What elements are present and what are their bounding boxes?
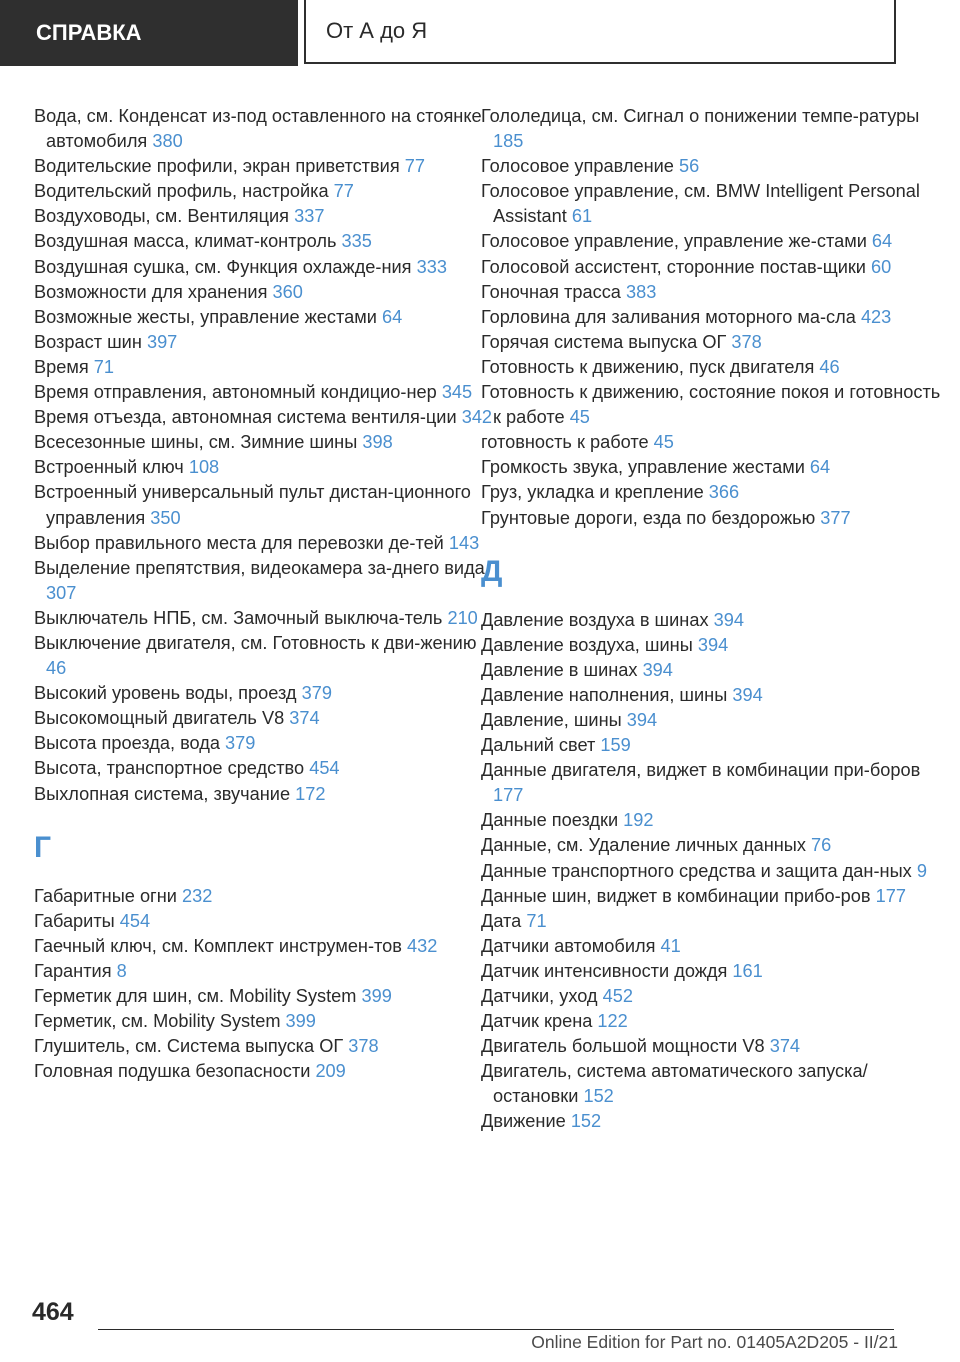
entry-term: Голосовое управление, управление же-стами: [481, 231, 867, 252]
entry-term: Воздушная сушка, см. Функция охлажде-ния: [34, 256, 412, 277]
page-link[interactable]: 41: [660, 935, 681, 956]
index-entry: [34, 531, 494, 556]
index-entry: [34, 380, 494, 405]
page-link[interactable]: 64: [382, 306, 403, 327]
page-link[interactable]: 366: [708, 482, 740, 503]
page-link[interactable]: 185: [493, 131, 524, 152]
index-entry: [481, 355, 941, 380]
entry-term: Герметик для шин, см. Mobility System: [34, 986, 357, 1006]
index-entry: [481, 280, 941, 305]
index-entry: [481, 104, 941, 154]
entry-term: Головная подушка безопасности: [34, 1061, 311, 1082]
page-link[interactable]: 383: [625, 281, 657, 302]
page-link[interactable]: 76: [811, 835, 832, 856]
entry-term: Гаечный ключ, см. Комплект инструмен-тов: [34, 935, 402, 956]
index-entry: [481, 833, 941, 858]
page-link[interactable]: 378: [348, 1036, 379, 1057]
index-entry: [34, 480, 494, 530]
entry-term: Датчик интенсивности дождя: [481, 960, 728, 981]
entry-term: Давление воздуха, шины: [481, 634, 693, 655]
entry-term: Выхлопная система, звучание: [34, 783, 291, 804]
entry-term: Выключатель НПБ, см. Замочный выключа-тель: [34, 607, 443, 628]
index-entry: [481, 480, 941, 505]
page-link[interactable]: 454: [119, 910, 151, 931]
page-link[interactable]: 108: [188, 457, 220, 478]
index-entry: [34, 1059, 494, 1084]
page-link[interactable]: 423: [860, 306, 892, 327]
entry-term: Горячая система выпуска ОГ: [481, 331, 727, 352]
entry-term: Высокий уровень воды, проезд: [34, 683, 297, 704]
index-entry: [34, 731, 494, 756]
index-entry: [34, 782, 494, 807]
page-link[interactable]: 77: [404, 156, 425, 177]
index-entry: [481, 884, 941, 909]
section-letter: Г: [34, 830, 52, 864]
section-letter: Д: [481, 554, 503, 588]
entry-term: Данные, см. Удаление личных данных: [481, 835, 806, 856]
page-link[interactable]: 399: [285, 1011, 316, 1032]
page-link[interactable]: 360: [272, 281, 303, 302]
page-link[interactable]: 397: [146, 331, 178, 352]
entry-term: Датчики, уход: [481, 986, 598, 1006]
index-column-right: [481, 104, 941, 1135]
index-entry: [481, 708, 941, 733]
topic-tab: От А до Я: [304, 0, 896, 64]
entry-term: Высота, транспортное средство: [34, 758, 305, 779]
index-entry: [481, 1009, 941, 1034]
page-link[interactable]: 209: [315, 1061, 346, 1082]
index-entry: [481, 909, 941, 934]
index-entry: [34, 756, 494, 781]
entry-term: Высокомощный двигатель V8: [34, 708, 285, 729]
entry-term: Воздушная масса, климат-контроль: [34, 231, 337, 252]
page-link[interactable]: 159: [600, 735, 631, 756]
page-link[interactable]: 61: [571, 206, 593, 227]
entry-term: Возможности для хранения: [34, 281, 268, 302]
entry-term: Двигатель большой мощности V8: [481, 1036, 765, 1057]
page-link[interactable]: 337: [294, 206, 325, 227]
index-entry: [34, 204, 494, 229]
entry-term: Встроенный универсальный пульт дистан-ционного управления: [34, 482, 471, 528]
page-link[interactable]: 177: [875, 885, 906, 906]
entry-term: Данные поездки: [481, 810, 619, 831]
page-link[interactable]: 454: [309, 758, 340, 779]
index-entry: [34, 909, 494, 934]
page-link[interactable]: 350: [150, 507, 181, 528]
entry-term: Данные шин, виджет в комбинации прибо-ров: [481, 885, 871, 906]
page-link[interactable]: 398: [362, 432, 393, 453]
page-number: 464: [32, 1298, 74, 1326]
index-entry: [481, 633, 941, 658]
entry-term: Голосовой ассистент, сторонние постав-щики: [481, 256, 866, 277]
page-link[interactable]: 374: [769, 1036, 801, 1057]
page-link[interactable]: 380: [152, 131, 183, 152]
page-link[interactable]: 307: [46, 582, 77, 603]
index-entry: [34, 405, 494, 430]
index-entry: [34, 959, 494, 984]
entry-term: Всесезонные шины, см. Зимние шины: [34, 432, 358, 453]
index-entry: [481, 430, 941, 455]
index-entry: [34, 179, 494, 204]
index-entry: [34, 1009, 494, 1034]
entry-term: Выключение двигателя, см. Готовность к дви-жению: [34, 632, 477, 653]
entry-term: Гоночная трасса: [481, 281, 621, 302]
entry-term: Давление в шинах: [481, 659, 638, 680]
entry-term: Вода, см. Конденсат из-под оставленного на стоянке автомобиля: [34, 106, 482, 152]
page-link[interactable]: 77: [333, 181, 354, 202]
entry-term: Готовность к движению, пуск двигателя: [481, 356, 815, 377]
entry-term: Водительские профили, экран приветствия: [34, 156, 400, 177]
page-link[interactable]: 177: [493, 785, 524, 806]
index-entry: [34, 631, 494, 681]
page-link[interactable]: 379: [225, 733, 256, 754]
entry-term: Давление воздуха в шинах: [481, 609, 709, 630]
entry-term: Двигатель, система автоматического запуска/остановки: [481, 1061, 868, 1107]
page-link[interactable]: 335: [341, 231, 372, 252]
entry-term: Время отправления, автономный кондицио-нер: [34, 382, 437, 403]
index-entry: [34, 681, 494, 706]
page-link[interactable]: 394: [713, 609, 744, 630]
index-entry: [34, 104, 494, 154]
index-entry: [34, 1034, 494, 1059]
page-link[interactable]: 432: [407, 935, 438, 956]
entry-term: Давление, шины: [481, 709, 622, 730]
index-entry: [481, 1034, 941, 1059]
entry-term: Громкость звука, управление жестами: [481, 457, 805, 478]
index-entry: [481, 683, 941, 708]
page-link[interactable]: 379: [301, 683, 332, 704]
page-link[interactable]: 152: [583, 1086, 614, 1107]
page-link[interactable]: 394: [642, 659, 673, 680]
entry-term: Гарантия: [34, 960, 112, 981]
page-link[interactable]: 46: [819, 356, 840, 377]
page-link[interactable]: 394: [626, 709, 658, 730]
index-entry: [34, 280, 494, 305]
index-entry: [34, 556, 494, 606]
index-entry: [34, 255, 494, 280]
entry-term: Дальний свет: [481, 735, 596, 756]
entry-term: Голосовое управление: [481, 156, 674, 177]
page-link[interactable]: 46: [46, 658, 67, 679]
page-link[interactable]: 377: [820, 507, 851, 528]
entry-term: Данные двигателя, виджет в комбинации при-боров: [481, 760, 921, 781]
index-entry: [481, 934, 941, 959]
entry-term: Время отъезда, автономная система вентиля-ции: [34, 407, 457, 428]
entry-term: Выбор правильного места для перевозки де-тей: [34, 532, 444, 553]
page-link[interactable]: 71: [93, 356, 115, 377]
page-link[interactable]: 152: [570, 1111, 602, 1132]
index-entry: [34, 430, 494, 455]
entry-term: Возраст шин: [34, 331, 142, 352]
page-link[interactable]: 394: [732, 684, 763, 705]
page-link[interactable]: 122: [597, 1011, 628, 1032]
entry-term: Дата: [481, 910, 522, 931]
index-entry: [34, 305, 494, 330]
index-entry: [481, 380, 941, 430]
page-link[interactable]: 64: [871, 231, 893, 252]
entry-term: Высота проезда, вода: [34, 733, 220, 754]
index-entry: [481, 330, 941, 355]
index-entry: [481, 959, 941, 984]
index-entry: [34, 355, 494, 380]
index-entry: [34, 229, 494, 254]
page-link[interactable]: 8: [116, 960, 127, 981]
page-link[interactable]: 45: [653, 432, 674, 453]
page-link[interactable]: 378: [731, 331, 762, 352]
page-link[interactable]: 399: [361, 986, 392, 1006]
index-entry: [481, 1109, 941, 1134]
index-entry: [481, 154, 941, 179]
entry-term: Давление наполнения, шины: [481, 684, 728, 705]
entry-term: Водительский профиль, настройка: [34, 181, 329, 202]
entry-term: Данные транспортного средства и защита дан-ных: [481, 860, 912, 881]
entry-term: Датчик крена: [481, 1011, 593, 1032]
entry-term: готовность к работе: [481, 432, 649, 453]
entry-term: Встроенный ключ: [34, 457, 184, 478]
entry-term: Голосовое управление, см. BMW Intelligent Personal Assistant: [481, 181, 920, 227]
entry-term: Габаритные огни: [34, 885, 177, 906]
index-entry: [34, 984, 494, 1009]
index-entry: [481, 229, 941, 254]
index-entry: [34, 706, 494, 731]
index-entry: [481, 506, 941, 531]
entry-term: Готовность к движению, состояние покоя и готовность к работе: [481, 382, 941, 428]
page-link[interactable]: 161: [732, 960, 763, 981]
entry-term: Движение: [481, 1111, 566, 1132]
index-entry: [34, 606, 494, 631]
entry-term: Глушитель, см. Система выпуска ОГ: [34, 1036, 344, 1057]
page-link[interactable]: 333: [416, 256, 447, 277]
index-entry: [481, 1059, 941, 1109]
index-entry: [34, 154, 494, 179]
entry-term: Датчики автомобиля: [481, 935, 656, 956]
page-link[interactable]: 143: [448, 532, 480, 553]
entry-term: Горловина для заливания моторного ма-сла: [481, 306, 856, 327]
page-link[interactable]: 45: [569, 407, 590, 428]
page-link[interactable]: 210: [447, 607, 478, 628]
page-link[interactable]: 172: [295, 783, 326, 804]
footer-divider: [98, 1329, 894, 1330]
entry-term: Грунтовые дороги, езда по бездорожью: [481, 507, 816, 528]
entry-term: Груз, укладка и крепление: [481, 482, 704, 503]
index-entry: [481, 658, 941, 683]
index-entry: [481, 859, 941, 884]
index-entry: [481, 758, 941, 808]
index-entry: [481, 179, 941, 229]
entry-term: Гололедица, см. Сигнал о понижении темпе-ратуры: [481, 106, 920, 126]
entry-term: Воздуховоды, см. Вентиляция: [34, 206, 290, 227]
index-entry: [34, 884, 494, 909]
entry-term: Герметик, см. Mobility System: [34, 1011, 281, 1032]
page-link[interactable]: 452: [602, 986, 633, 1006]
entry-term: Габариты: [34, 910, 115, 931]
index-entry: [34, 330, 494, 355]
page-header: [0, 0, 960, 66]
page-link[interactable]: 192: [623, 810, 654, 831]
entry-term: Выделение препятствия, видеокамера за-днего вида: [34, 557, 485, 578]
page-link[interactable]: 71: [526, 910, 547, 931]
index-entry: [481, 808, 941, 833]
index-entry: [34, 455, 494, 480]
index-entry: [481, 305, 941, 330]
page-link[interactable]: 342: [461, 407, 493, 428]
index-entry: [34, 934, 494, 959]
index-entry: [481, 608, 941, 633]
page-link[interactable]: 60: [871, 256, 892, 277]
page-link[interactable]: 345: [441, 382, 473, 403]
page-link[interactable]: 56: [678, 156, 700, 177]
page-link[interactable]: 64: [809, 457, 831, 478]
index-column-left: [34, 104, 494, 1084]
entry-term: Возможные жесты, управление жестами: [34, 306, 377, 327]
index-entry: [481, 733, 941, 758]
section-tab: СПРАВКА: [0, 0, 298, 66]
entry-term: Время: [34, 356, 89, 377]
page-link[interactable]: 232: [181, 885, 213, 906]
page-link[interactable]: 9: [916, 860, 927, 881]
page-link[interactable]: 374: [289, 708, 320, 729]
index-entry: [481, 984, 941, 1009]
edition-info: Online Edition for Part no. 01405A2D205 - II/21: [531, 1332, 898, 1352]
index-entry: [481, 455, 941, 480]
page-link[interactable]: 394: [697, 634, 729, 655]
index-entry: [481, 255, 941, 280]
